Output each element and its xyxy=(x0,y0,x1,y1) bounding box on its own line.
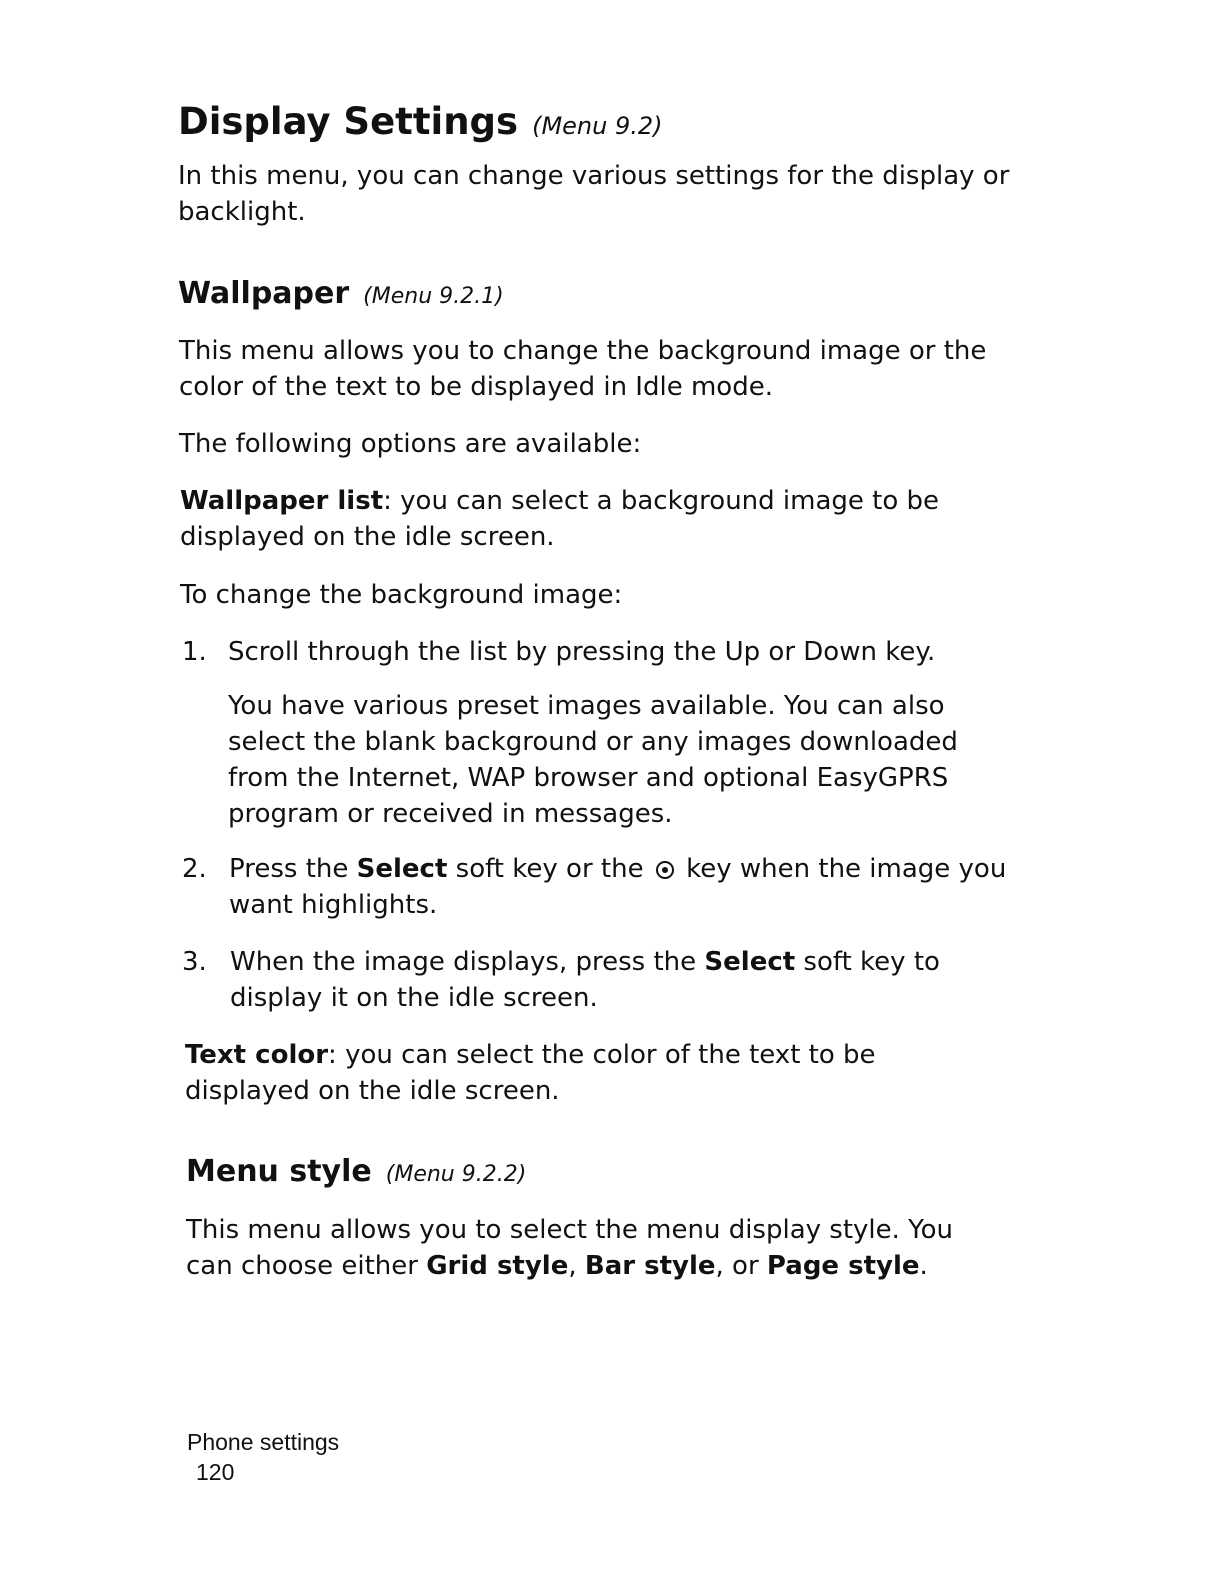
step-3-text xyxy=(230,944,1020,1016)
step-3-select-label: Select xyxy=(704,947,796,977)
step-2-number: 2. xyxy=(182,854,207,884)
wallpaper-list-paragraph xyxy=(180,483,1040,555)
step-1-number: 1. xyxy=(182,637,207,667)
step-2-post: key when the image you want highlights. xyxy=(229,854,1007,920)
footer-page-number: 120 xyxy=(196,1459,235,1485)
menu-style-description xyxy=(186,1212,1006,1284)
menu-style-sep-2: , or xyxy=(715,1251,767,1281)
intro-paragraph: In this menu, you can change various settings for the display or backlight. xyxy=(178,161,1010,227)
page-title-menu-ref: (Menu 9.2) xyxy=(532,112,663,140)
text-color-desc: : you can select the color of the text to be displayed on the idle screen. xyxy=(185,1040,876,1106)
page-title-text: Display Settings xyxy=(178,100,519,143)
menu-style-end: . xyxy=(919,1251,928,1281)
ok-key-icon xyxy=(656,861,674,879)
wallpaper-heading xyxy=(178,274,504,317)
text-color-label: Text color xyxy=(185,1040,329,1070)
step-2-mid: soft key or the xyxy=(447,854,652,884)
menu-style-sep-1: , xyxy=(568,1251,585,1281)
menu-style-desc-pre: This menu allows you to select the menu display style. You can choose either xyxy=(186,1215,953,1281)
step-3-post: soft key to display it on the idle screen. xyxy=(230,947,940,1013)
grid-style-label: Grid style xyxy=(426,1251,569,1281)
options-intro: The following options are available: xyxy=(179,429,642,459)
step-3-pre: When the image displays, press the xyxy=(230,947,705,977)
bar-style-label: Bar style xyxy=(584,1251,716,1281)
page-title xyxy=(178,98,663,150)
step-2-select-label: Select xyxy=(356,854,448,884)
step-3-number: 3. xyxy=(182,947,207,977)
page-style-label: Page style xyxy=(766,1251,920,1281)
wallpaper-list-desc: : you can select a background image to be displayed on the idle screen. xyxy=(180,486,940,552)
text-color-paragraph xyxy=(185,1037,985,1109)
step-2-pre: Press the xyxy=(229,854,357,884)
menu-style-menu-ref: (Menu 9.2.2) xyxy=(385,1162,527,1187)
step-2-text xyxy=(229,851,1019,923)
menu-style-heading xyxy=(186,1152,526,1195)
wallpaper-menu-ref: (Menu 9.2.1) xyxy=(363,284,504,309)
wallpaper-description: This menu allows you to change the background image or the color of the text to be displayed in Idle mode. xyxy=(179,336,987,402)
step-1-note: You have various preset images available. You can also select the blank background or any images downloaded from the Internet, WAP browser and optional EasyGPRS program or received in messages. xyxy=(228,691,958,829)
wallpaper-list-label: Wallpaper list xyxy=(180,486,384,516)
footer-section-title: Phone settings xyxy=(187,1429,340,1455)
step-1-text: Scroll through the list by pressing the Up or Down key. xyxy=(228,637,936,667)
menu-style-heading-text: Menu style xyxy=(186,1154,372,1189)
change-intro: To change the background image: xyxy=(180,580,623,610)
wallpaper-heading-text: Wallpaper xyxy=(178,276,350,311)
